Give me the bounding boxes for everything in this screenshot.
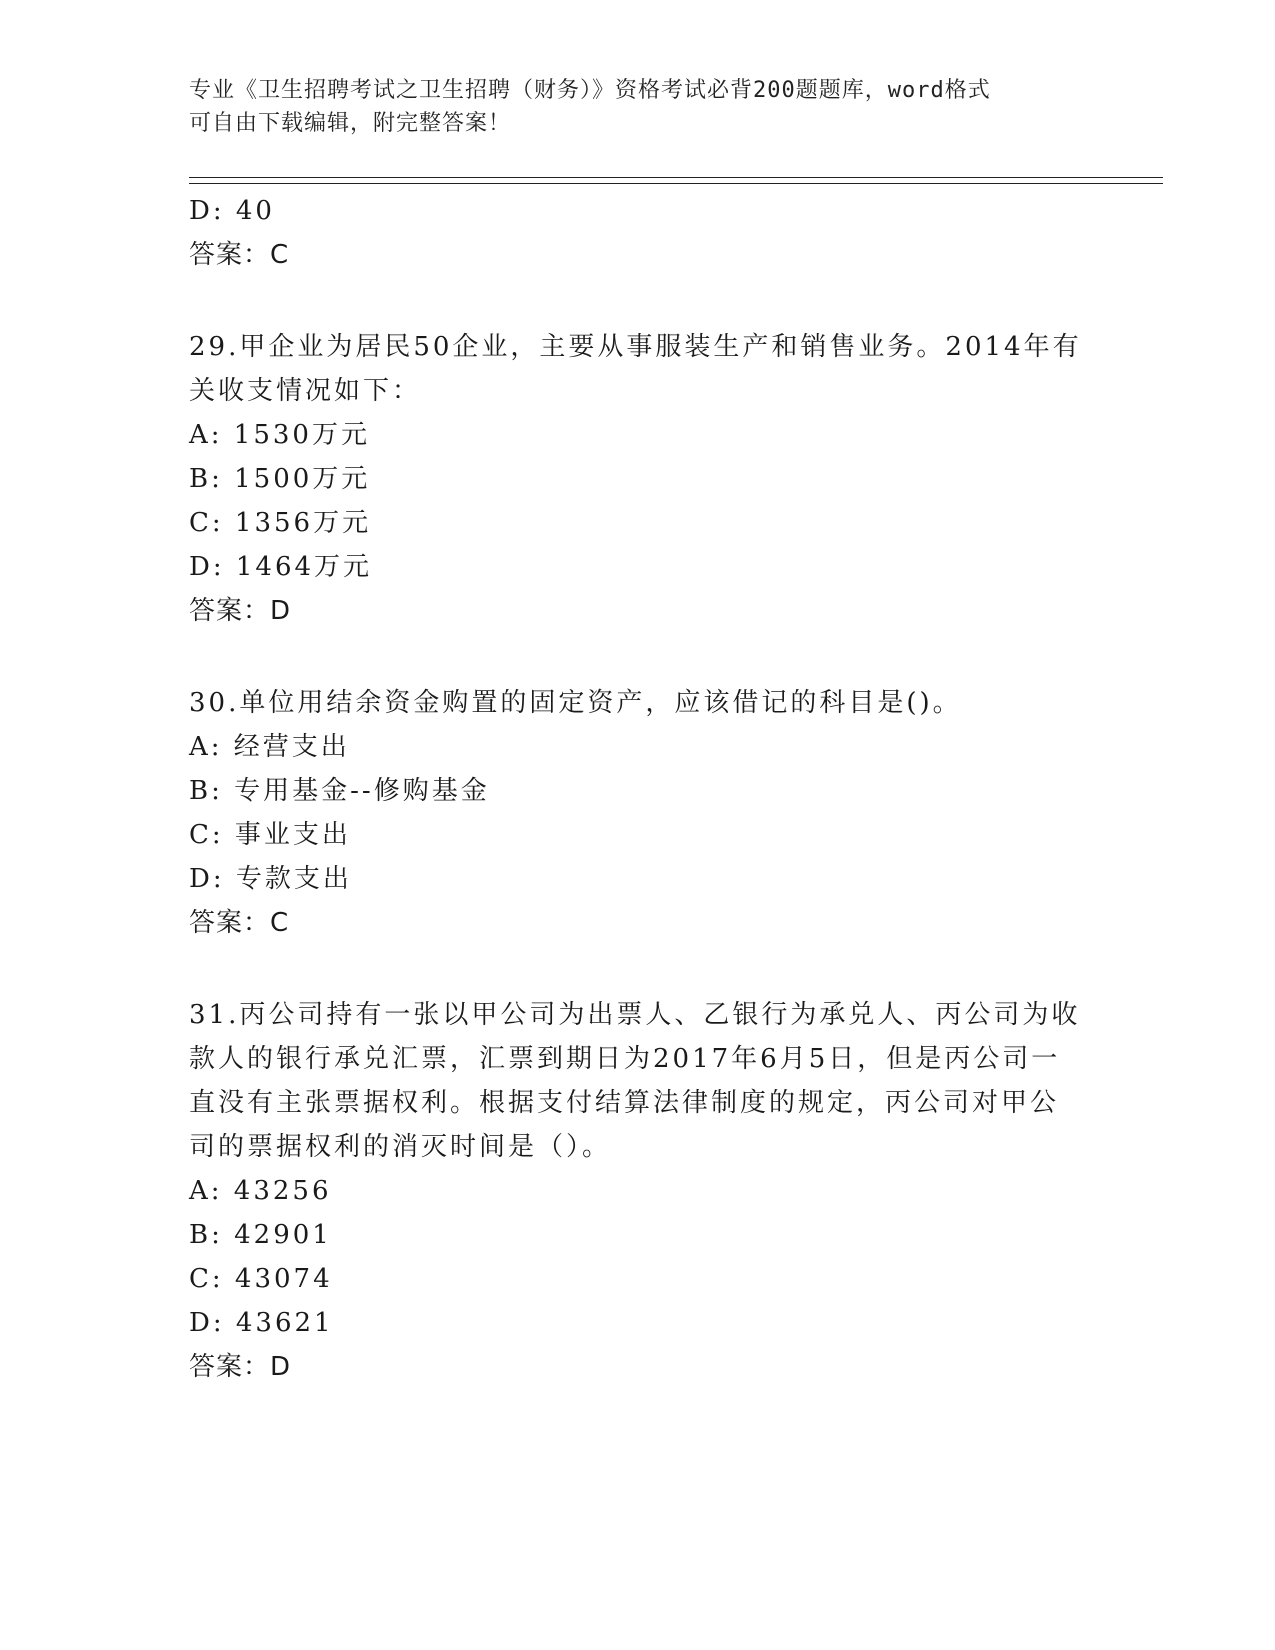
q30-option-d: D: 专款支出 bbox=[189, 864, 352, 894]
q30-stem-line-1: 30.单位用结余资金购置的固定资产，应该借记的科目是()。 bbox=[189, 688, 962, 718]
q31-option-b: B: 42901 bbox=[189, 1220, 332, 1250]
q31-option-a: A: 43256 bbox=[189, 1176, 332, 1206]
q31-option-c: C: 43074 bbox=[189, 1264, 333, 1294]
q29-option-b: B: 1500万元 bbox=[189, 464, 371, 494]
q29-stem-line-2: 关收支情况如下： bbox=[189, 376, 422, 406]
q31-stem-line-3: 直没有主张票据权利。根据支付结算法律制度的规定，丙公司对甲公 bbox=[189, 1088, 1060, 1118]
q29-stem-line-1: 29.甲企业为居民50企业，主要从事服装生产和销售业务。2014年有 bbox=[189, 332, 1082, 362]
q30-option-c: C: 事业支出 bbox=[189, 820, 351, 850]
q31-stem-line-1: 31.丙公司持有一张以甲公司为出票人、乙银行为承兑人、丙公司为收 bbox=[189, 1000, 1081, 1030]
q29-answer: 答案：D bbox=[189, 596, 292, 626]
q31-stem-line-4: 司的票据权利的消灭时间是（）。 bbox=[189, 1132, 612, 1162]
q30-answer: 答案：C bbox=[189, 908, 290, 938]
q31-option-d: D: 43621 bbox=[189, 1308, 334, 1338]
q29-option-c: C: 1356万元 bbox=[189, 508, 372, 538]
document-header bbox=[189, 74, 1089, 140]
q30-option-b: B: 专用基金--修购基金 bbox=[189, 776, 490, 806]
header-rule-bottom bbox=[189, 183, 1163, 184]
header-rule-top bbox=[189, 177, 1163, 178]
header-line-1: 专业《卫生招聘考试之卫生招聘（财务）》资格考试必背200题题库，word格式 bbox=[189, 78, 991, 103]
header-line-2: 可自由下载编辑，附完整答案！ bbox=[189, 111, 512, 136]
q31-answer: 答案：D bbox=[189, 1352, 292, 1382]
prev-answer: 答案：C bbox=[189, 240, 290, 270]
q29-option-d: D: 1464万元 bbox=[189, 552, 373, 582]
q29-option-a: A: 1530万元 bbox=[189, 420, 370, 450]
prev-option-d: D: 40 bbox=[189, 196, 275, 226]
q31-stem-line-2: 款人的银行承兑汇票，汇票到期日为2017年6月5日，但是丙公司一 bbox=[189, 1044, 1061, 1074]
q30-option-a: A: 经营支出 bbox=[189, 732, 350, 762]
